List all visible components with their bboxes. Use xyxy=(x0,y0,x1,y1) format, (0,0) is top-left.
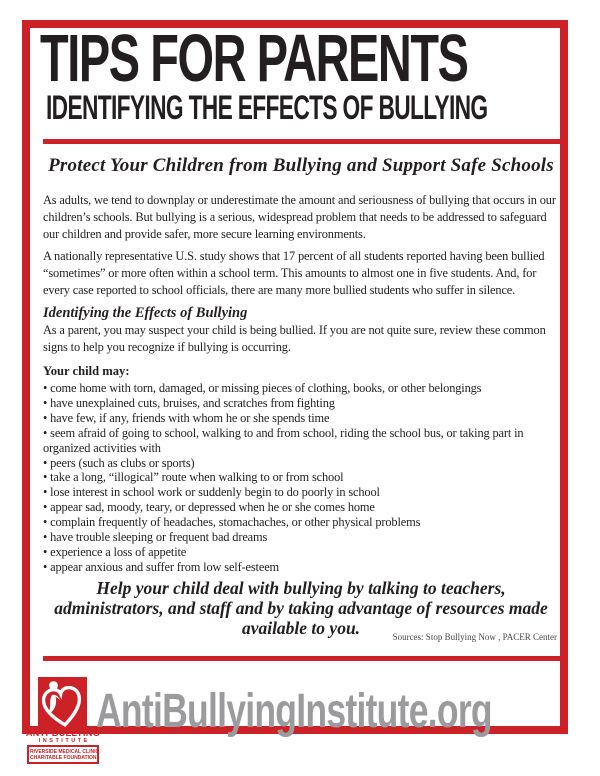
sign-list-item: • lose interest in school work or suddenly begin to do poorly in school xyxy=(43,485,560,500)
logo-name-line1: ANTI·BULLYING xyxy=(25,728,101,738)
divider-rule-bottom xyxy=(43,656,560,661)
sources-note: Sources: Stop Bullying Now , PACER Center xyxy=(392,632,557,642)
page-subtitle xyxy=(46,91,600,125)
logo-foundation-line1: RIVERSIDE MEDICAL CLINIC xyxy=(30,748,100,755)
heart-figure-icon xyxy=(38,677,87,728)
divider-rule-top xyxy=(43,139,560,144)
sign-list-item: • complain frequently of headaches, stomachaches, or other physical problems xyxy=(43,515,560,530)
sign-list-item: • have trouble sleeping or frequent bad dreams xyxy=(43,530,560,545)
effects-intro-paragraph: As a parent, you may suspect your child is being bullied. If you are not quite sure, review these common signs to help you recognize if bullying is occurring. xyxy=(43,323,546,354)
sign-list-item: • appear anxious and suffer from low self-esteem xyxy=(43,560,560,575)
signs-list xyxy=(43,381,560,575)
closing-statement: Help your child deal with bullying by talking to teachers, administrators, and staff and by taking advantage of resources made available to you. xyxy=(54,578,548,638)
intro-paragraph-2: A nationally representative U.S. study shows that 17 percent of all students reported having been bullied “sometimes” or more often within a school term. This amounts to almost one in five students. And, for every case reported to school officials, there are many more bullied students who suffer in silence. xyxy=(43,249,545,297)
sign-list-item: • seem afraid of going to school, walking to and from school, riding the school bus, or taking part in organized activities with xyxy=(43,426,560,456)
logo-foundation-line2: CHARITABLE FOUNDATION xyxy=(30,754,97,761)
page-title-text: TIPS FOR PARENTS xyxy=(40,21,468,96)
sign-list-item: • have few, if any, friends with whom he or she spends time xyxy=(43,411,560,426)
sign-list-item: • experience a loss of appetite xyxy=(43,545,560,560)
intro-paragraph-1: As adults, we tend to downplay or underestimate the amount and seriousness of bullying that occurs in our children’s schools. But bullying is a serious, widespread problem that needs to be addressed to safeguard our children and provide safer, more secure learning environments. xyxy=(43,193,556,241)
logo-foundation-box xyxy=(27,745,99,764)
logo-name-line2: INSTITUTE xyxy=(38,738,90,744)
effects-section-heading: Identifying the Effects of Bullying xyxy=(43,305,248,321)
lead-heading: Protect Your Children from Bullying and Support Safe Schools xyxy=(48,155,554,176)
website-text xyxy=(96,686,600,738)
sign-list-item: • take a long, “illogical” route when walking to or from school xyxy=(43,470,560,485)
sign-list-item: • appear sad, moody, teary, or depressed when he or she comes home xyxy=(43,500,560,515)
sign-list-item: • have unexplained cuts, bruises, and scratches from fighting xyxy=(43,396,560,411)
page-subtitle-text: IDENTIFYING THE EFFECTS OF BULLYING xyxy=(46,89,488,127)
sign-list-item: • peers (such as clubs or sports) xyxy=(43,456,560,471)
page-title xyxy=(40,21,600,96)
signs-list-label: Your child may: xyxy=(43,364,130,378)
sign-list-item: • come home with torn, damaged, or missing pieces of clothing, books, or other belongings xyxy=(43,381,560,396)
website-url: AntiBullyingInstitute.org xyxy=(96,685,492,738)
